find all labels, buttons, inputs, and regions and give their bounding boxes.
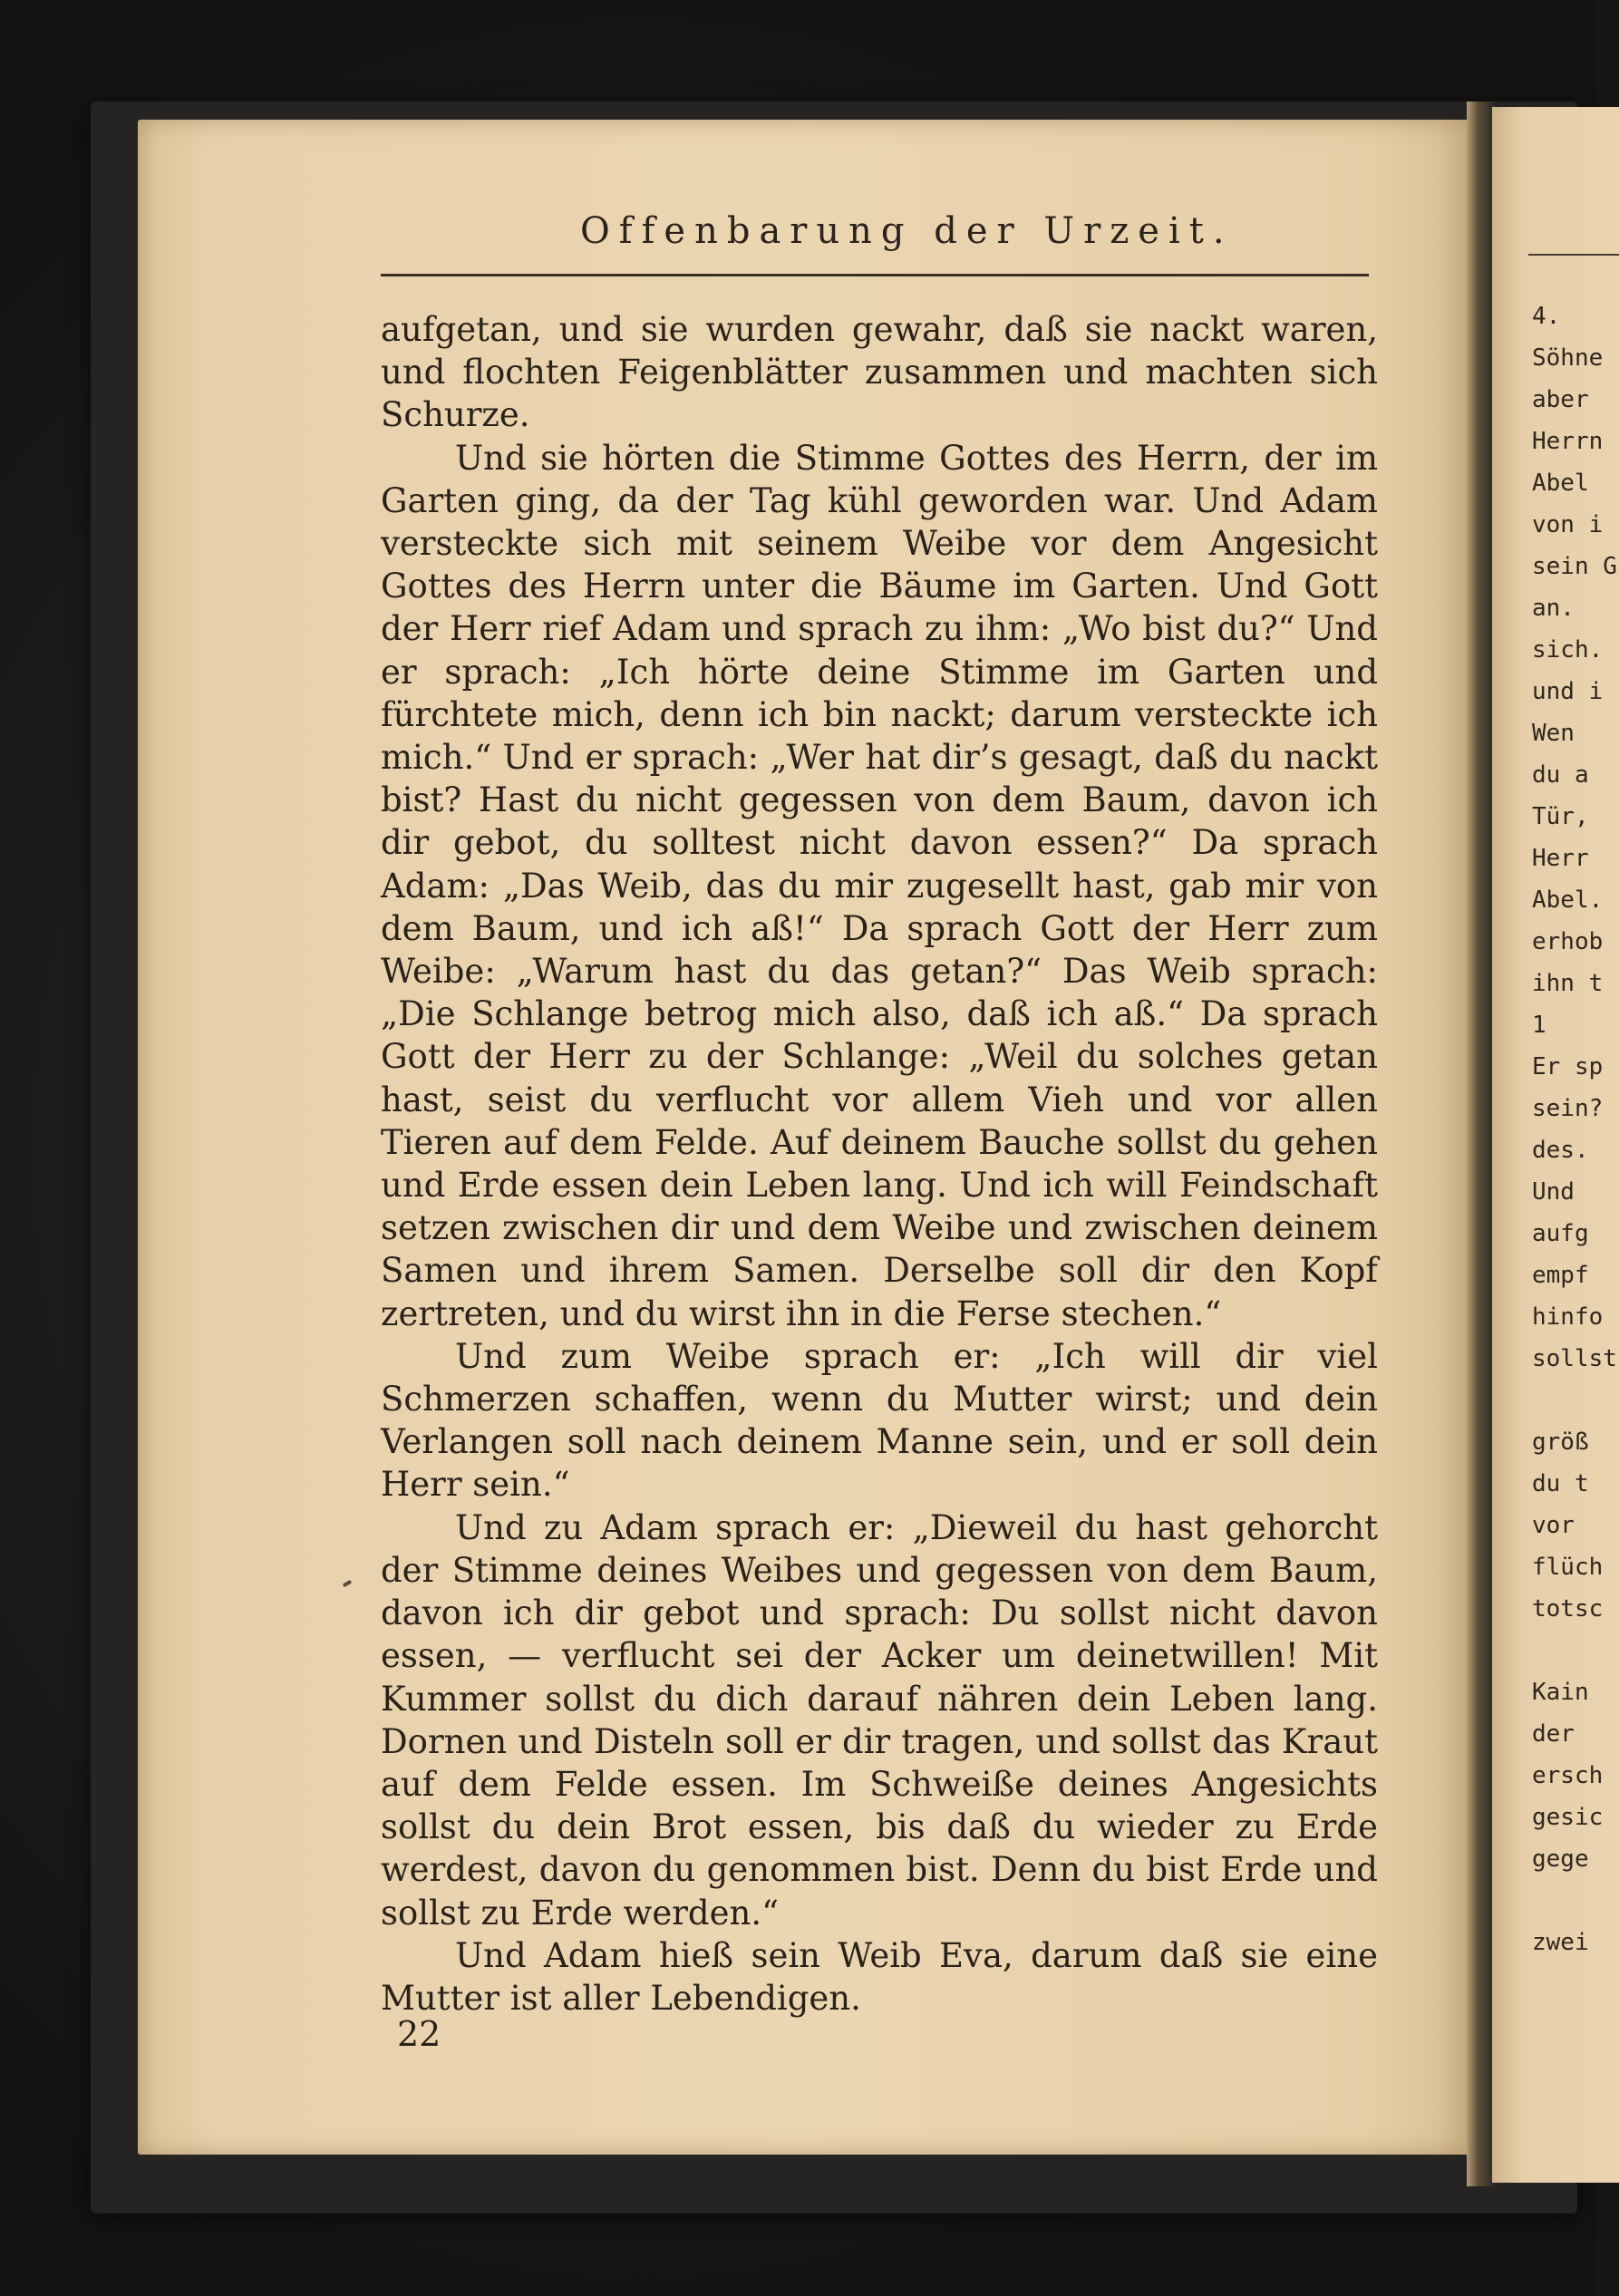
right-page-fragment: sein? xyxy=(1532,1095,1604,1122)
right-page-fragment: Tür, xyxy=(1532,803,1589,830)
right-page-fragment: hinfo xyxy=(1532,1303,1604,1331)
right-page-fragment: gesic xyxy=(1532,1804,1604,1831)
right-page-fragment xyxy=(1532,1380,1617,1421)
right-page-fragment: größ xyxy=(1532,1429,1589,1456)
paragraph-3: Und zum Weibe sprach er: „Ich will dir viel Schmerzen schaffen, wenn du Mutter wirst; und dein Verlangen soll nach deinem Manne sein, und er soll dein Herr sein.“ xyxy=(381,1336,1378,1505)
right-page-fragment: Söhne xyxy=(1532,344,1604,372)
paragraph-5: Und Adam hieß sein Weib Eva, darum daß sie eine Mutter ist aller Lebendigen. xyxy=(381,1935,1378,2018)
right-page-fragment: zwei xyxy=(1532,1929,1589,1956)
right-page-fragment: totsc xyxy=(1532,1595,1604,1623)
right-page-fragment: empf xyxy=(1532,1262,1589,1289)
right-page-fragment: Herrn xyxy=(1532,428,1604,455)
right-page-fragment: und i xyxy=(1532,678,1604,705)
right-page-fragment: des. xyxy=(1532,1137,1589,1164)
right-page-fragment: aufg xyxy=(1532,1220,1589,1247)
page-number: 22 xyxy=(397,2014,441,2054)
right-page-fragment: Wen xyxy=(1532,720,1575,747)
right-page-fragment: erhob xyxy=(1532,928,1604,955)
right-page-fragment: 1 xyxy=(1532,1012,1546,1039)
right-page-fragment xyxy=(1532,1880,1617,1922)
right-page-fragment: sein G xyxy=(1532,553,1617,580)
paragraph-2: Und sie hörten die Stimme Gottes des Herrn, der im Garten ging, da der Tag kühl geworden war. Und Adam versteckte sich mit seinem Weibe vor dem Angesicht Gottes des Herrn unter die Bäume im Garten. Und Gott der Herr rief Adam und sprach zu ihm: „Wo bist du?“ Und er sprach: „Ich hörte deine Stimme im Garten und fürchtete mich, denn ich bin nackt; darum versteckte ich mich.“ Und er sprach: „Wer hat dir’s gesagt, daß du nackt bist? Hast du nicht gegessen von dem Baum, davon ich dir gebot, du solltest nicht davon essen?“ Da sprach Adam: „Das Weib, das du mir zugesellt hast, gab mir von dem Baum, und ich aß!“ Da sprach Gott der Herr zum Weibe: „Warum hast du das getan?“ Das Weib sprach: „Die Schlange betrog mich also, daß ich aß.“ Da sprach Gott der Herr zu der Schlange: „Weil du solches getan hast, seist du verflucht vor allem Vieh und vor allen Tieren auf dem Felde. Auf deinem Bauche sollst du gehen und Erde essen dein Leben lang. Und ich will Feindschaft setzen zwischen dir und dem Weibe und zwischen deinem Samen und ihrem Samen. Derselbe soll dir den Kopf zertreten, und du wirst ihn in die Ferse stechen.“ xyxy=(381,438,1378,1333)
paragraph-4: Und zu Adam sprach er: „Dieweil du hast gehorcht der Stimme deines Weibes und gegessen von dem Baum, davon ich dir gebot und sprach: Du sollst nicht davon essen, — verflucht sei der Acker um deinetwillen! Mit Kummer sollst du dich darauf nähren dein Leben lang. Dornen und Disteln soll er dir tragen, und sollst das Kraut auf dem Felde essen. Im Schweiße deines Angesichts sollst du dein Brot essen, bis daß du wieder zu Erde werdest, davon du genommen bist. Denn du bist Erde und sollst zu Erde werden.“ xyxy=(381,1507,1378,1933)
right-page-fragment: 4. xyxy=(1532,303,1561,330)
right-page-fragment xyxy=(1532,1630,1617,1671)
right-page-fragment: Abel xyxy=(1532,470,1589,497)
right-page-fragment: ersch xyxy=(1532,1762,1604,1789)
right-page-fragment: der xyxy=(1532,1720,1575,1748)
right-page-fragment: Er sp xyxy=(1532,1053,1604,1080)
right-page-fragment: Herr xyxy=(1532,845,1589,872)
header-rule xyxy=(381,274,1369,276)
right-page-fragment: du t xyxy=(1532,1470,1589,1497)
running-header: Offenbarung der Urzeit. xyxy=(580,210,1234,252)
right-page-fragment: Und xyxy=(1532,1178,1575,1206)
right-page-fragment: Abel. xyxy=(1532,886,1604,914)
paragraph-1: aufgetan, und sie wurden gewahr, daß sie nackt waren, und flochten Feigenblätter zusammen und machten sich Schurze. xyxy=(381,310,1378,435)
right-page-fragment: gege xyxy=(1532,1846,1589,1873)
right-page-fragment: Kain xyxy=(1532,1679,1589,1706)
right-page-fragment: an. xyxy=(1532,595,1575,622)
right-page-fragment: aber xyxy=(1532,386,1589,413)
right-page-header-rule xyxy=(1528,254,1619,256)
right-page-fragment: von i xyxy=(1532,511,1604,538)
body-text xyxy=(381,308,1378,2020)
right-page-fragment: sollst xyxy=(1532,1345,1617,1372)
right-page xyxy=(1492,107,1619,2183)
right-page-text-fragments xyxy=(1532,295,1617,1963)
right-page-fragment: sich. xyxy=(1532,636,1604,664)
right-page-fragment: vor xyxy=(1532,1512,1575,1539)
right-page-fragment: flüch xyxy=(1532,1554,1604,1581)
right-page-fragment: ihn t xyxy=(1532,970,1604,997)
right-page-fragment: du a xyxy=(1532,761,1589,789)
